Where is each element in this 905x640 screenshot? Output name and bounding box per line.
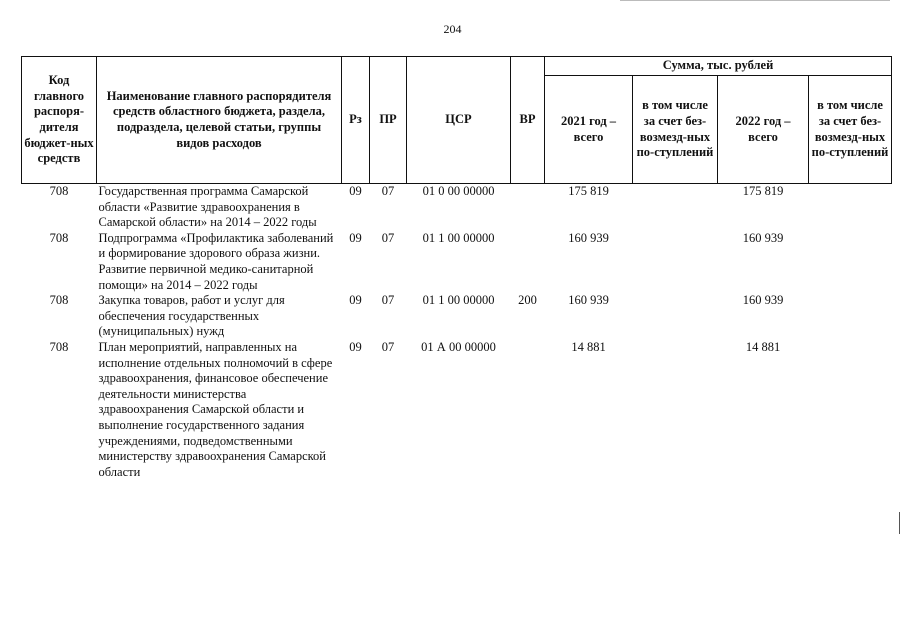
cell-2022-free — [809, 340, 892, 480]
cell-2022-total: 14 881 — [745, 339, 781, 354]
cell-pr: 07 — [381, 230, 395, 245]
cell-code: 708 — [49, 230, 69, 245]
scan-artifact-top — [620, 0, 890, 3]
cell-vr — [511, 340, 545, 480]
cell-name: Подпрограмма «Профилактика заболеваний и формирование здорового образа жизни. Развитие первичной медико-санитарной помощи» на 2014 – 2022 годы — [98, 230, 334, 292]
cell-2022-free — [809, 231, 892, 293]
cell-csr: 01 А 00 00000 — [421, 339, 496, 354]
header-2021-free: в том числе за счет без-возмезд-ных по-ступлений — [633, 76, 718, 184]
cell-vr — [511, 184, 545, 231]
cell-2021-free — [633, 340, 718, 480]
header-rz: Рз — [342, 57, 370, 184]
cell-name: Государственная программа Самарской области «Развитие здравоохранения в Самарской области» на 2014 – 2022 годы — [98, 184, 317, 230]
cell-name: Закупка товаров, работ и услуг для обеспечения государственных (муниципальных) нужд — [98, 293, 285, 339]
cell-csr: 01 1 00 00000 — [422, 230, 495, 245]
cell-2021-free — [633, 231, 718, 293]
cell-2022-free — [809, 184, 892, 231]
header-pr: ПР — [370, 57, 407, 184]
cell-2021-total: 160 939 — [568, 230, 609, 245]
cell-2021-total: 175 819 — [568, 184, 609, 198]
cell-2022-total: 160 939 — [742, 293, 784, 308]
header-2022-total: 2022 год – всего — [718, 76, 809, 184]
header-vr: ВР — [511, 57, 545, 184]
cell-name: План мероприятий, направленных на исполнение отдельных полномочий в сфере здравоохранения, финансовое обеспечение деятельности министерства здравоохранения Самарской области и выполнение государственного задания учреждениями, подведомственными министерству здравоохранения Самарской области — [98, 339, 333, 479]
cell-2022-total: 160 939 — [742, 230, 784, 245]
table-row — [22, 293, 892, 340]
cell-code: 708 — [49, 339, 69, 354]
cell-2022-free — [809, 293, 892, 340]
cell-vr: 200 — [518, 293, 537, 308]
header-2022-free: в том числе за счет без-возмезд-ных по-ступлений — [809, 76, 892, 184]
cell-rz: 09 — [349, 230, 362, 245]
table-header — [22, 57, 892, 184]
cell-2022-total: 175 819 — [742, 184, 784, 198]
cell-2021-total: 160 939 — [568, 293, 609, 308]
cell-rz: 09 — [349, 339, 362, 354]
cell-vr — [511, 231, 545, 293]
header-csr: ЦСР — [407, 57, 511, 184]
cell-csr: 01 1 00 00000 — [422, 293, 495, 308]
cell-2021-total: 14 881 — [571, 339, 606, 354]
cell-pr: 07 — [381, 339, 395, 354]
table-row — [22, 340, 892, 480]
table-row — [22, 184, 892, 231]
cell-pr: 07 — [381, 184, 395, 198]
header-name: Наименование главного распорядителя средств областного бюджета, раздела, подраздела, целевой статьи, группы видов расходов — [97, 57, 342, 184]
header-code: Код главного распоря-дителя бюджет-ных средств — [22, 57, 97, 184]
page-number: 204 — [443, 22, 462, 36]
cell-2021-free — [633, 293, 718, 340]
table-body — [22, 184, 892, 481]
header-sum: Сумма, тыс. рублей — [545, 57, 892, 76]
header-2021-total: 2021 год – всего — [545, 76, 633, 184]
table-row — [22, 231, 892, 293]
cell-rz: 09 — [349, 184, 362, 198]
cell-code: 708 — [49, 184, 69, 198]
budget-table — [21, 56, 892, 480]
scan-artifact-right — [899, 512, 900, 534]
cell-2021-free — [633, 184, 718, 231]
cell-csr: 01 0 00 00000 — [422, 184, 495, 198]
cell-pr: 07 — [381, 293, 395, 308]
cell-rz: 09 — [349, 293, 362, 308]
cell-code: 708 — [49, 293, 69, 308]
